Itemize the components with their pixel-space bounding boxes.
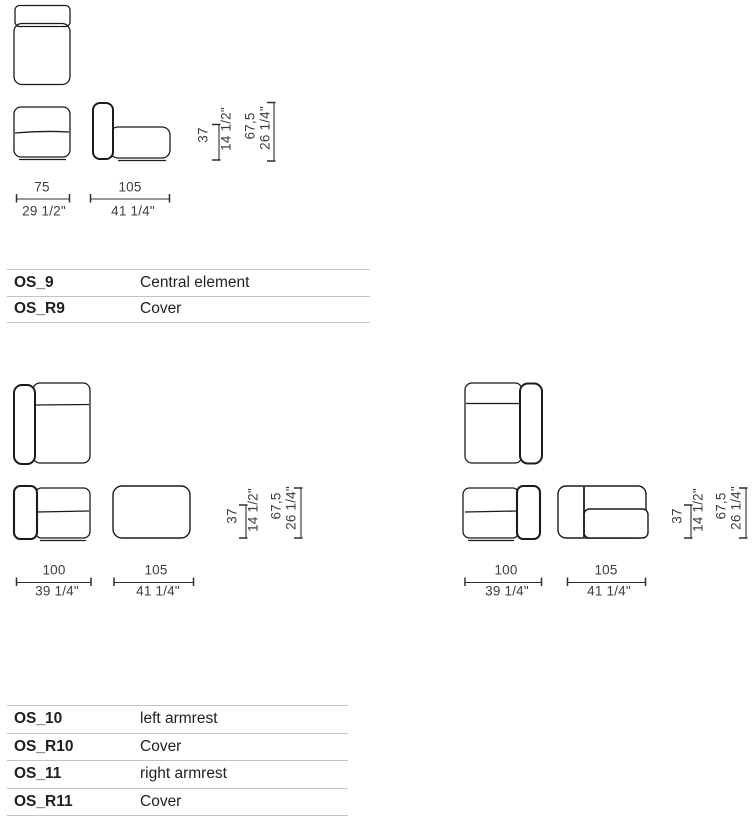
central-element-top-view [14,6,70,85]
central-dimension-lines [17,103,276,203]
central-dim-width-cm: 75 [34,179,50,195]
table-row [7,297,370,324]
central-dim-total-height-cm: 67,5 [242,112,258,140]
right-armrest-dim-seat-height-in: 14 1/2" [690,488,706,532]
right-armrest-dim-width-cm: 100 [494,562,518,578]
product-code: OS_R11 [14,793,73,811]
product-code: OS_10 [14,710,63,728]
central-dim-seat-height-cm: 37 [195,127,211,143]
central-element-side-view [93,103,170,161]
central-dim-total-height-in: 26 1/4" [257,106,273,150]
left-armrest-dim-width-cm: 100 [42,562,66,578]
left-armrest-dim-width-in: 39 1/4" [35,583,79,599]
product-label: left armrest [140,710,218,728]
right-armrest-dim-depth-cm: 105 [594,562,618,578]
right-armrest-side-view [558,486,648,538]
right-armrest-dim-seat-height-cm: 37 [669,508,685,524]
left-armrest-front-view [14,486,90,541]
product-label: Cover [140,300,182,318]
left-armrest-dim-depth-in: 41 1/4" [136,583,180,599]
table-row [7,706,348,734]
left-armrest-dim-seat-height-cm: 37 [224,508,240,524]
product-code: OS_11 [14,765,62,783]
central-element-front-view [14,107,70,160]
product-label: Cover [140,793,182,811]
right-armrest-top-view [465,383,542,464]
central-dim-width-in: 29 1/2" [22,203,66,219]
product-code: OS_R10 [14,737,74,755]
central-dim-depth-cm: 105 [118,179,142,195]
product-label: Central element [140,273,250,291]
left-armrest-dim-seat-height-in: 14 1/2" [245,488,261,532]
table-row [7,789,348,817]
product-label: right armrest [140,765,227,783]
left-armrest-top-view [14,383,90,464]
product-code: OS_9 [14,273,54,291]
right-armrest-dim-depth-in: 41 1/4" [587,583,631,599]
left-armrest-side-view [113,486,190,538]
central-dim-seat-height-in: 14 1/2" [218,107,234,151]
left-armrest-dim-total-height-in: 26 1/4" [283,486,299,530]
central-dim-depth-in: 41 1/4" [111,203,155,219]
product-code: OS_R9 [14,300,65,318]
table-row [7,761,348,789]
right-armrest-dim-total-height-in: 26 1/4" [728,486,744,530]
left-armrest-dim-total-height-cm: 67,5 [268,492,284,520]
table-row [7,270,370,297]
right-armrest-front-view [463,486,540,541]
product-label: Cover [140,737,182,755]
right-armrest-dim-width-in: 39 1/4" [485,583,529,599]
table-row [7,734,348,762]
right-armrest-dim-total-height-cm: 67,5 [713,492,729,520]
armrest-table [7,705,348,816]
left-armrest-dim-depth-cm: 105 [144,562,168,578]
central-element-table [7,269,370,323]
